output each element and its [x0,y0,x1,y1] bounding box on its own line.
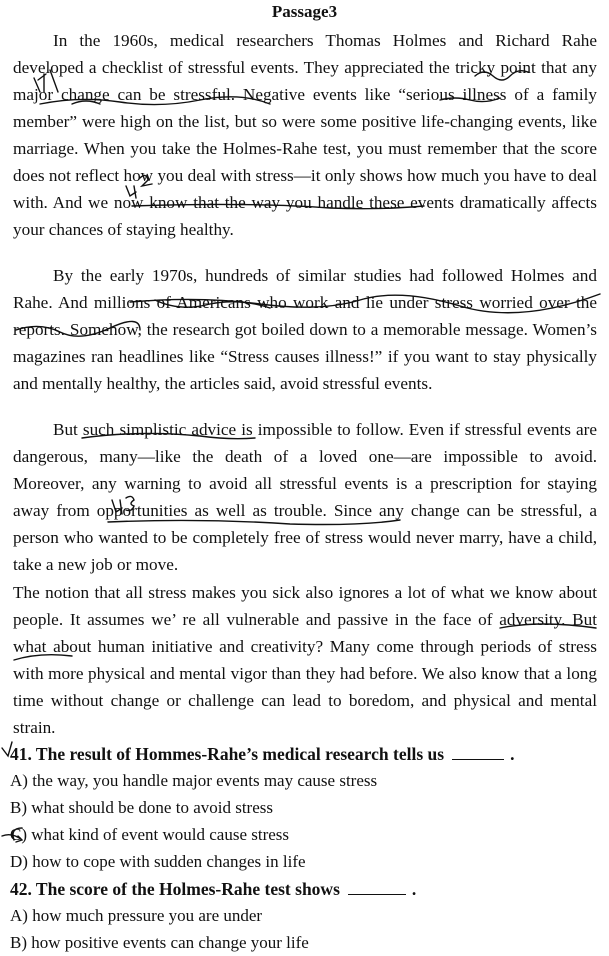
question-41-option-d: D) how to cope with sudden changes in life [10,852,306,871]
paragraph-4: The notion that all stress makes you sick also ignores a lot of what we know about people. It assumes we’ re all vulnerable and passive in the face of adversity. But what about human initiative and creativity? Many come through periods of stress with more physical and mental vigor than they had before. We also know that a long time without change or challenge can lead to boredom, and physical and mental strain. [13,583,597,737]
question-41-stem: 41. The result of Hommes-Rahe’s medical research tells us [10,744,445,764]
question-41-option-b: B) what should be done to avoid stress [10,798,273,817]
paragraph-2: By the early 1970s, hundreds of similar studies had followed Holmes and Rahe. And millions of Americans who work and lie under stress worried over the reports. Somehow, the research got boiled down to a memorable message. Women’s magazines ran headlines like “Stress causes illness!” if you want to stay physically and mentally healthy, the articles said, avoid stressful events. [13,266,597,393]
question-41 [10,744,514,765]
question-41-end: . [510,744,515,764]
question-42-option-a: A) how much pressure you are under [10,906,263,925]
passage-title: Passage3 [271,2,338,21]
question-41-option-c: C) what kind of event would cause stress [10,825,290,844]
question-42 [10,879,416,900]
paragraph-1: In the 1960s, medical researchers Thomas Holmes and Richard Rahe developed a checklist of stressful events. They appreciated the tricky point that any major change can be stressful. Negative events like “serious illness of a family member” were high on the list, but so were some positive life-changing events, like marriage. When you take the Holmes-Rahe test, you must remember that the score does not reflect how you deal with stress—it only shows how much you have to deal with. And we now know that the way you handle these events dramatically affects your chances of staying healthy. [13,31,597,239]
question-42-end: . [411,879,417,899]
question-42-option-b: B) how positive events can change your life [10,933,309,952]
answer-blank [348,880,406,895]
paragraph-3: But such simplistic advice is impossible to follow. Even if stressful events are dangerous, many—like the death of a loved one—are impossible to avoid. Moreover, any warning to avoid all stressful events is a prescription for staying away from opportunities as well as trouble. Since any change can be stressful, a person who wanted to be completely free of stress would never marry, have a child, take a new job or move. [13,420,597,574]
question-42-stem: 42. The score of the Holmes-Rahe test shows [10,879,340,899]
answer-blank [452,745,504,760]
question-41-option-a: A) the way, you handle major events may cause stress [10,771,378,790]
